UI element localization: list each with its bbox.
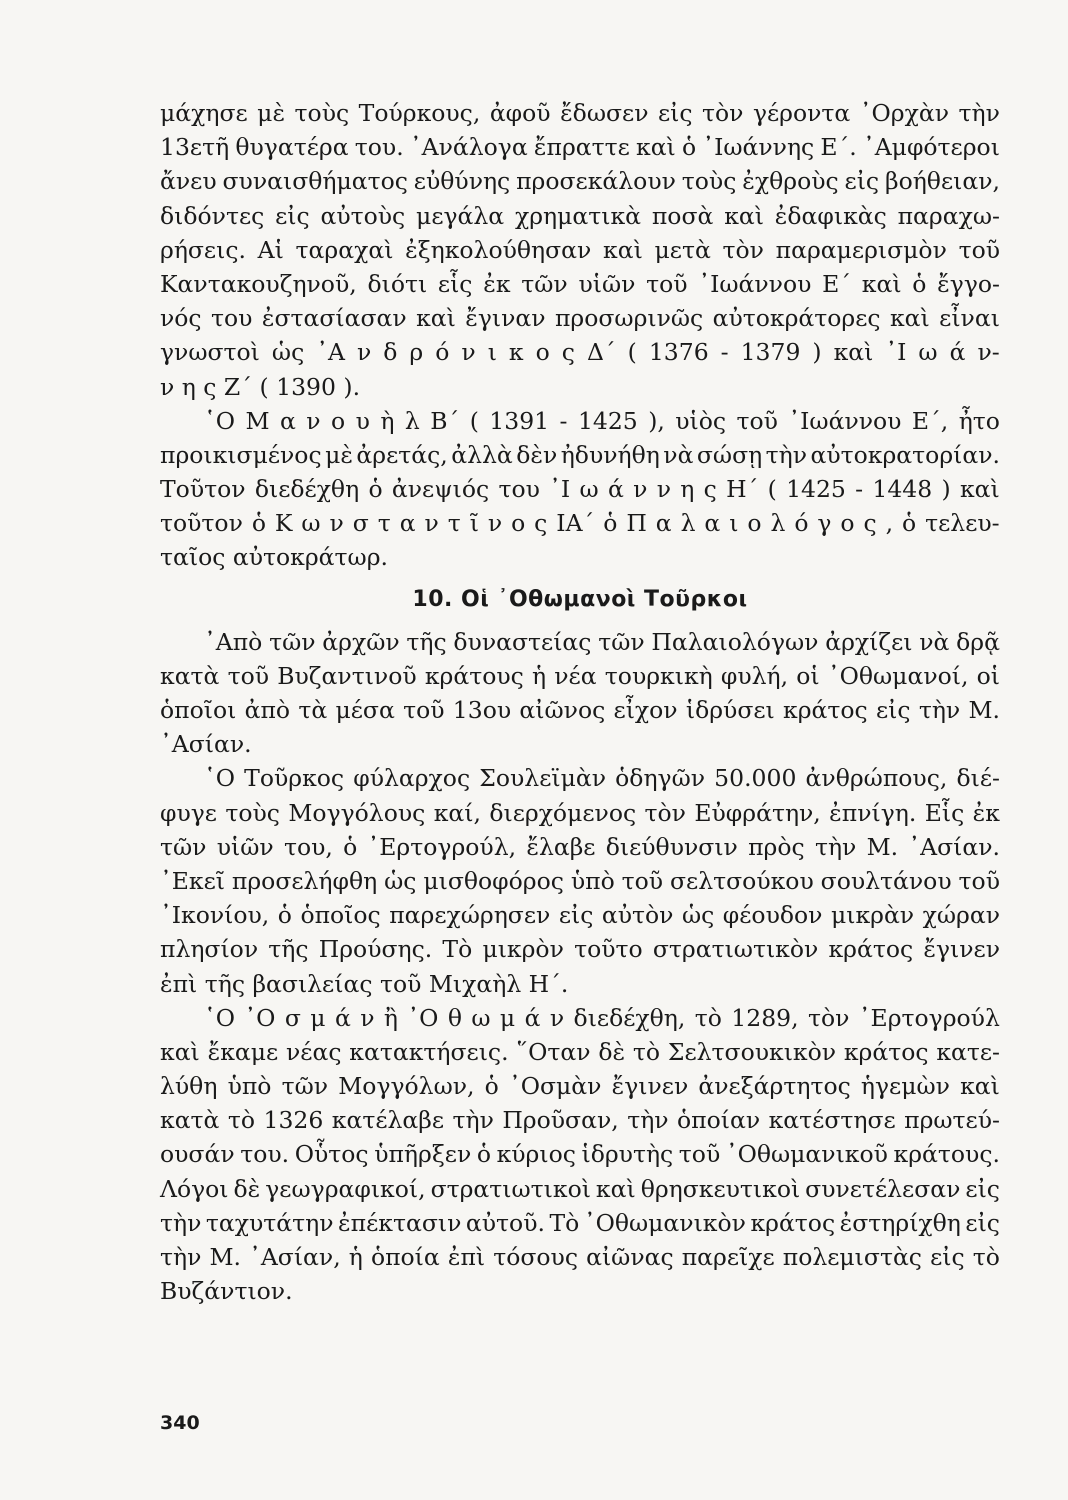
text-line: διδόντες εἰς αὐτοὺς μεγάλα χρηματικὰ ποσὰ καὶ ἐδαφικὰς παραχω- — [160, 201, 1000, 230]
text-line: καὶ ἔκαμε νέας κατακτήσεις. ῞Οταν δὲ τὸ Σελτσουκικὸν κράτος κατε- — [160, 1037, 1000, 1066]
text-line: ᾿Ικονίου, ὁ ὁποῖος παρεχώρησεν εἰς αὐτὸν ὡς φέουδον μικρὰν χώραν — [160, 901, 1000, 930]
text-line: ὁποῖοι ἀπὸ τὰ μέσα τοῦ 13ου αἰῶνος εἶχον ἱδρύσει κράτος εἰς τὴν Μ. — [160, 696, 1000, 724]
page-body — [160, 96, 1000, 1308]
text-line: μάχησε μὲ τοὺς Τούρκους, ἀφοῦ ἔδωσεν εἰς τὸν γέροντα ᾿Ορχὰν τὴν — [160, 99, 1000, 127]
text-line: τὴν ταχυτάτην ἐπέκτασιν αὐτοῦ. Τὸ ᾿Οθωμανικὸν κράτος ἐστηρίχθη εἰς — [160, 1208, 1000, 1237]
paragraph — [160, 404, 1000, 575]
text-line: τοῦτον ὁ Κ ω ν σ τ α ν τ ῖ ν ο ς ΙΑ΄ ὁ Π α λ α ι ο λ ό γ ο ς , ὁ τελευ- — [160, 509, 1000, 538]
text-line: ν η ς Ζ΄ ( 1390 ). — [160, 372, 361, 401]
text-line: ᾿Εκεῖ προσελήφθη ὡς μισθοφόρος ὑπὸ τοῦ σελτσούκου σουλτάνου τοῦ — [160, 866, 1000, 895]
text-line: ἄνευ συναισθήματος εὐθύνης προσεκάλουν τοὺς ἐχθροὺς εἰς βοήθειαν, — [160, 167, 1000, 196]
text-line: τῶν υἱῶν του, ὁ ᾿Ερτογρούλ, ἔλαβε διεύθυνσιν πρὸς τὴν Μ. ᾿Ασίαν. — [160, 832, 1000, 861]
text-line: ουσάν του. Οὗτος ὑπῆρξεν ὁ κύριος ἱδρυτὴς τοῦ ᾿Οθωμανικοῦ κράτους. — [160, 1140, 1000, 1169]
text-line: Λόγοι δὲ γεωγραφικοί, στρατιωτικοὶ καὶ θρησκευτικοὶ συνετέλεσαν εἰς — [160, 1174, 1000, 1203]
text-block-before-heading — [160, 96, 1000, 575]
text-line: ᾿Ασίαν. — [160, 730, 252, 759]
text-line: τὴν Μ. ᾿Ασίαν, ἡ ὁποία ἐπὶ τόσους αἰῶνας παρεῖχε πολεμιστὰς εἰς τὸ — [160, 1243, 1000, 1271]
text-line: Βυζάντιον. — [160, 1277, 293, 1306]
text-line: λύθη ὑπὸ τῶν Μογγόλων, ὁ ᾿Οσμὰν ἔγινεν ἀνεξάρτητος ἡγεμὼν καὶ — [160, 1072, 1000, 1101]
text-line: φυγε τοὺς Μογγόλους καί, διερχόμενος τὸν Εὐφράτην, ἐπνίγη. Εἷς ἐκ — [160, 798, 1000, 827]
text-line: ῾Ο ᾿Ο σ μ ά ν ἢ ᾿Ο θ ω μ ά ν διεδέχθη, τὸ 1289, τὸν ᾿Ερτογρούλ — [204, 1003, 1000, 1032]
text-line: ἐπὶ τῆς βασιλείας τοῦ Μιχαὴλ Η΄. — [160, 969, 569, 998]
paragraph — [160, 1001, 1000, 1309]
text-line: ῾Ο Μ α ν ο υ ὴ λ Β΄ ( 1391 - 1425 ), υἱὸς τοῦ ᾿Ιωάννου Ε΄, ἦτο — [204, 406, 1000, 435]
text-line: προικισμένος μὲ ἀρετάς, ἀλλὰ δὲν ἠδυνήθη νὰ σώσῃ τὴν αὐτοκρατορίαν. — [160, 440, 1000, 469]
text-line: κατὰ τοῦ Βυζαντινοῦ κράτους ἡ νέα τουρκικὴ φυλή, οἱ ᾿Οθωμανοί, οἱ — [160, 661, 1000, 690]
paragraph — [160, 625, 1000, 762]
text-line: ρήσεις. Αἱ ταραχαὶ ἐξηκολούθησαν καὶ μετὰ τὸν παραμερισμὸν τοῦ — [160, 235, 1000, 264]
text-line: ᾿Απὸ τῶν ἀρχῶν τῆς δυναστείας τῶν Παλαιολόγων ἀρχίζει νὰ δρᾷ — [204, 627, 1000, 656]
text-line: γνωστοὶ ὡς ᾿Α ν δ ρ ό ν ι κ ο ς Δ΄ ( 1376 - 1379 ) καὶ ᾿Ι ω ά ν- — [160, 338, 1000, 367]
text-line: Τοῦτον διεδέχθη ὁ ἀνεψιός του ᾿Ι ω ά ν ν η ς Η΄ ( 1425 - 1448 ) καὶ — [160, 475, 1000, 504]
text-line: Καντακουζηνοῦ, διότι εἷς ἐκ τῶν υἱῶν τοῦ ᾿Ιωάννου Ε΄ καὶ ὁ ἔγγο- — [160, 269, 1000, 298]
section-heading: 10. Οἱ ᾿Οθωμανοὶ Τοῦρκοι — [412, 586, 748, 612]
text-line: κατὰ τὸ 1326 κατέλαβε τὴν Προῦσαν, τὴν ὁποίαν κατέστησε πρωτεύ- — [160, 1106, 1000, 1135]
text-line: πλησίον τῆς Προύσης. Τὸ μικρὸν τοῦτο στρατιωτικὸν κράτος ἔγινεν — [160, 935, 1000, 964]
text-block-after-heading — [160, 625, 1000, 1309]
paragraph — [160, 96, 1000, 404]
text-line: νός του ἐστασίασαν καὶ ἔγιναν προσωρινῶς αὐτοκράτορες καὶ εἶναι — [160, 304, 1000, 333]
text-line: 13ετῆ θυγατέρα του. ᾿Ανάλογα ἔπραττε καὶ ὁ ᾿Ιωάννης Ε΄. ᾿Αμφότεροι — [160, 133, 1000, 162]
paragraph — [160, 761, 1000, 1000]
text-line: ταῖος αὐτοκράτωρ. — [160, 543, 388, 572]
text-line: ῾Ο Τοῦρκος φύλαρχος Σουλεϊμὰν ὁδηγῶν 50.000 ἀνθρώπους, διέ- — [204, 764, 1000, 793]
page-number: 340 — [160, 1412, 200, 1434]
